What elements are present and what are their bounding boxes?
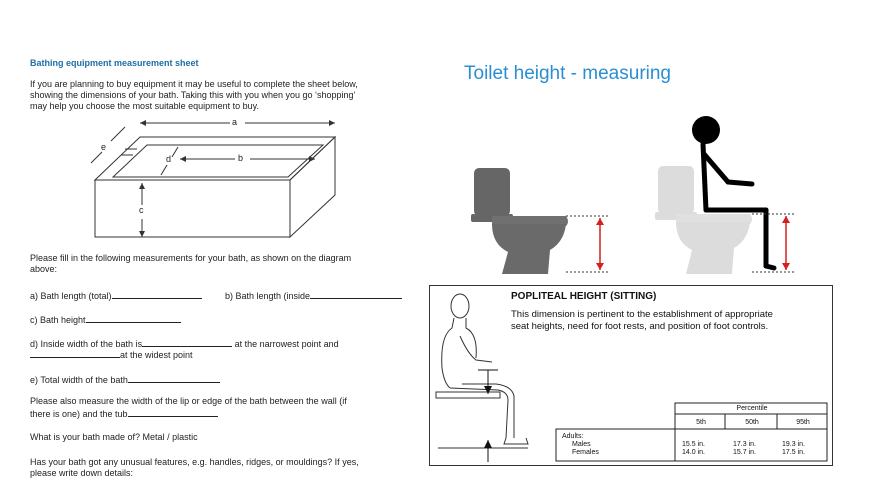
popliteal-heading: POPLITEAL HEIGHT (SITTING) bbox=[511, 291, 657, 302]
row-label-females: Females bbox=[572, 449, 599, 456]
item-e-label: e) Total width of the bath bbox=[30, 375, 128, 385]
item-d-blank-narrow[interactable] bbox=[142, 337, 232, 347]
females-5th: 14.0 in. bbox=[682, 449, 705, 456]
lip-blank[interactable] bbox=[128, 407, 218, 417]
item-b-label: b) Bath length (inside bbox=[225, 291, 311, 301]
fill-instructions bbox=[30, 253, 420, 275]
item-b-row bbox=[225, 289, 402, 302]
popliteal-description bbox=[511, 309, 831, 333]
item-d-label: d) Inside width of the bath is bbox=[30, 339, 143, 349]
diagram-label-e: e bbox=[101, 142, 107, 152]
intro-line: may help you choose the most suitable equipment to buy. bbox=[30, 101, 259, 111]
item-c-label: c) Bath height bbox=[30, 315, 86, 325]
item-c-blank[interactable] bbox=[86, 313, 181, 323]
features-line: please write down details: bbox=[30, 468, 134, 478]
item-b-blank[interactable] bbox=[310, 289, 402, 299]
item-a-label: a) Bath length (total) bbox=[30, 291, 112, 301]
row-label-males: Males bbox=[572, 441, 591, 448]
percentile-header: Percentile bbox=[736, 405, 768, 412]
bath-diagram bbox=[85, 115, 350, 245]
item-d-label-3: at the widest point bbox=[120, 350, 193, 360]
seated-figure-illustration bbox=[648, 110, 808, 280]
item-e-row bbox=[30, 373, 220, 386]
intro-line: showing the dimensions of your bath. Taking this with you when you go ‘shopping’ bbox=[30, 90, 356, 100]
popliteal-desc-line: seat heights, need for foot rests, and position of foot controls. bbox=[511, 321, 769, 332]
diagram-label-d: d bbox=[166, 154, 172, 164]
intro-line: If you are planning to buy equipment it may be useful to complete the sheet below, bbox=[30, 79, 358, 89]
females-95th: 17.5 in. bbox=[782, 449, 805, 456]
lip-line: there is one) and the tub bbox=[30, 409, 128, 419]
males-50th: 17.3 in. bbox=[733, 441, 756, 448]
features-question bbox=[30, 457, 420, 479]
item-d-label-2: at the narrowest point and bbox=[234, 339, 339, 349]
toilet-illustration bbox=[462, 162, 622, 278]
popliteal-desc-line: This dimension is pertinent to the establishment of appropriate bbox=[511, 309, 773, 320]
intro-text bbox=[30, 79, 420, 112]
females-50th: 15.7 in. bbox=[733, 449, 756, 456]
item-d-blank-wide[interactable] bbox=[30, 348, 120, 358]
row-group-adults: Adults: bbox=[562, 433, 584, 440]
toilet-height-title: Toilet height - measuring bbox=[464, 63, 671, 84]
males-5th: 15.5 in. bbox=[682, 441, 705, 448]
item-d-row-2 bbox=[30, 348, 193, 361]
features-line: Has your bath got any unusual features, e.g. handles, ridges, or mouldings? If yes, bbox=[30, 457, 359, 467]
fill-line: above: bbox=[30, 264, 58, 274]
lip-instructions bbox=[30, 396, 420, 420]
item-a-blank[interactable] bbox=[112, 289, 202, 299]
sheet-title: Bathing equipment measurement sheet bbox=[30, 58, 199, 68]
col-50th: 50th bbox=[745, 419, 759, 426]
diagram-label-a: a bbox=[232, 117, 238, 127]
males-95th: 19.3 in. bbox=[782, 441, 805, 448]
fill-line: Please fill in the following measurements for your bath, as shown on the diagram bbox=[30, 253, 352, 263]
item-c-row bbox=[30, 313, 181, 326]
diagram-label-b: b bbox=[238, 153, 244, 163]
diagram-label-c: c bbox=[139, 205, 144, 215]
lip-line: Please also measure the width of the lip or edge of the bath between the wall (if bbox=[30, 396, 347, 406]
col-5th: 5th bbox=[696, 419, 706, 426]
item-e-blank[interactable] bbox=[128, 373, 220, 383]
material-question: What is your bath made of? Metal / plastic bbox=[30, 432, 198, 442]
col-95th: 95th bbox=[796, 419, 810, 426]
item-a-row bbox=[30, 289, 202, 302]
